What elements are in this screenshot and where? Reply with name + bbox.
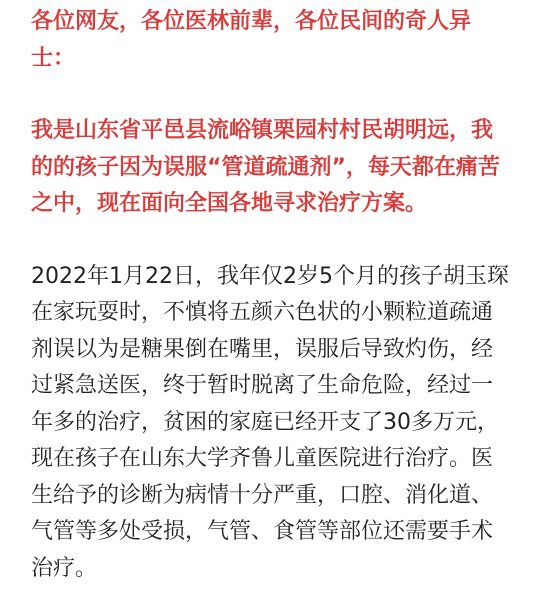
paragraph-spacer bbox=[31, 223, 529, 259]
story-line: 年多的治疗，贫困的家庭已经开支了30多万元， bbox=[31, 409, 499, 435]
appeal-line: 我是山东省平邑县流峪镇栗园村村民胡明远，我 bbox=[31, 118, 494, 143]
appeal-line: 的的孩子因为误服“管道疏通剂”，每天都在痛苦 bbox=[31, 154, 500, 180]
appeal-line: 之中，现在面向全国各地寻求治疗方案。 bbox=[31, 191, 428, 216]
greeting-line: 士： bbox=[31, 45, 76, 71]
story-line: 现在孩子在山东大学齐鲁儿童医院进行治疗。医 bbox=[31, 446, 494, 471]
greeting-line: 各位网友，各位医林前辈，各位民间的奇人异 bbox=[31, 9, 472, 34]
paragraph-spacer bbox=[31, 77, 529, 113]
story-line: 气管等多处受损，气管、食管等部位还需要手术 bbox=[31, 519, 494, 544]
story-line: 治疗。 bbox=[31, 555, 98, 581]
story-line: 在家玩耍时，不慎将五颜六色状的小颗粒道疏通 bbox=[31, 300, 494, 325]
greeting-paragraph bbox=[31, 4, 529, 77]
story-paragraph bbox=[31, 259, 529, 588]
story-line: 过紧急送医，终于暂时脱离了生命危险，经过一 bbox=[31, 373, 494, 398]
appeal-paragraph bbox=[31, 113, 529, 223]
story-line: 剂误以为是糖果倒在嘴里，误服后导致灼伤，经 bbox=[31, 336, 494, 362]
story-line: 生给予的诊断为病情十分严重，口腔、消化道、 bbox=[31, 482, 494, 508]
story-line: 2022年1月22日，我年仅2岁5个月的孩子胡玉琛 bbox=[31, 263, 509, 289]
